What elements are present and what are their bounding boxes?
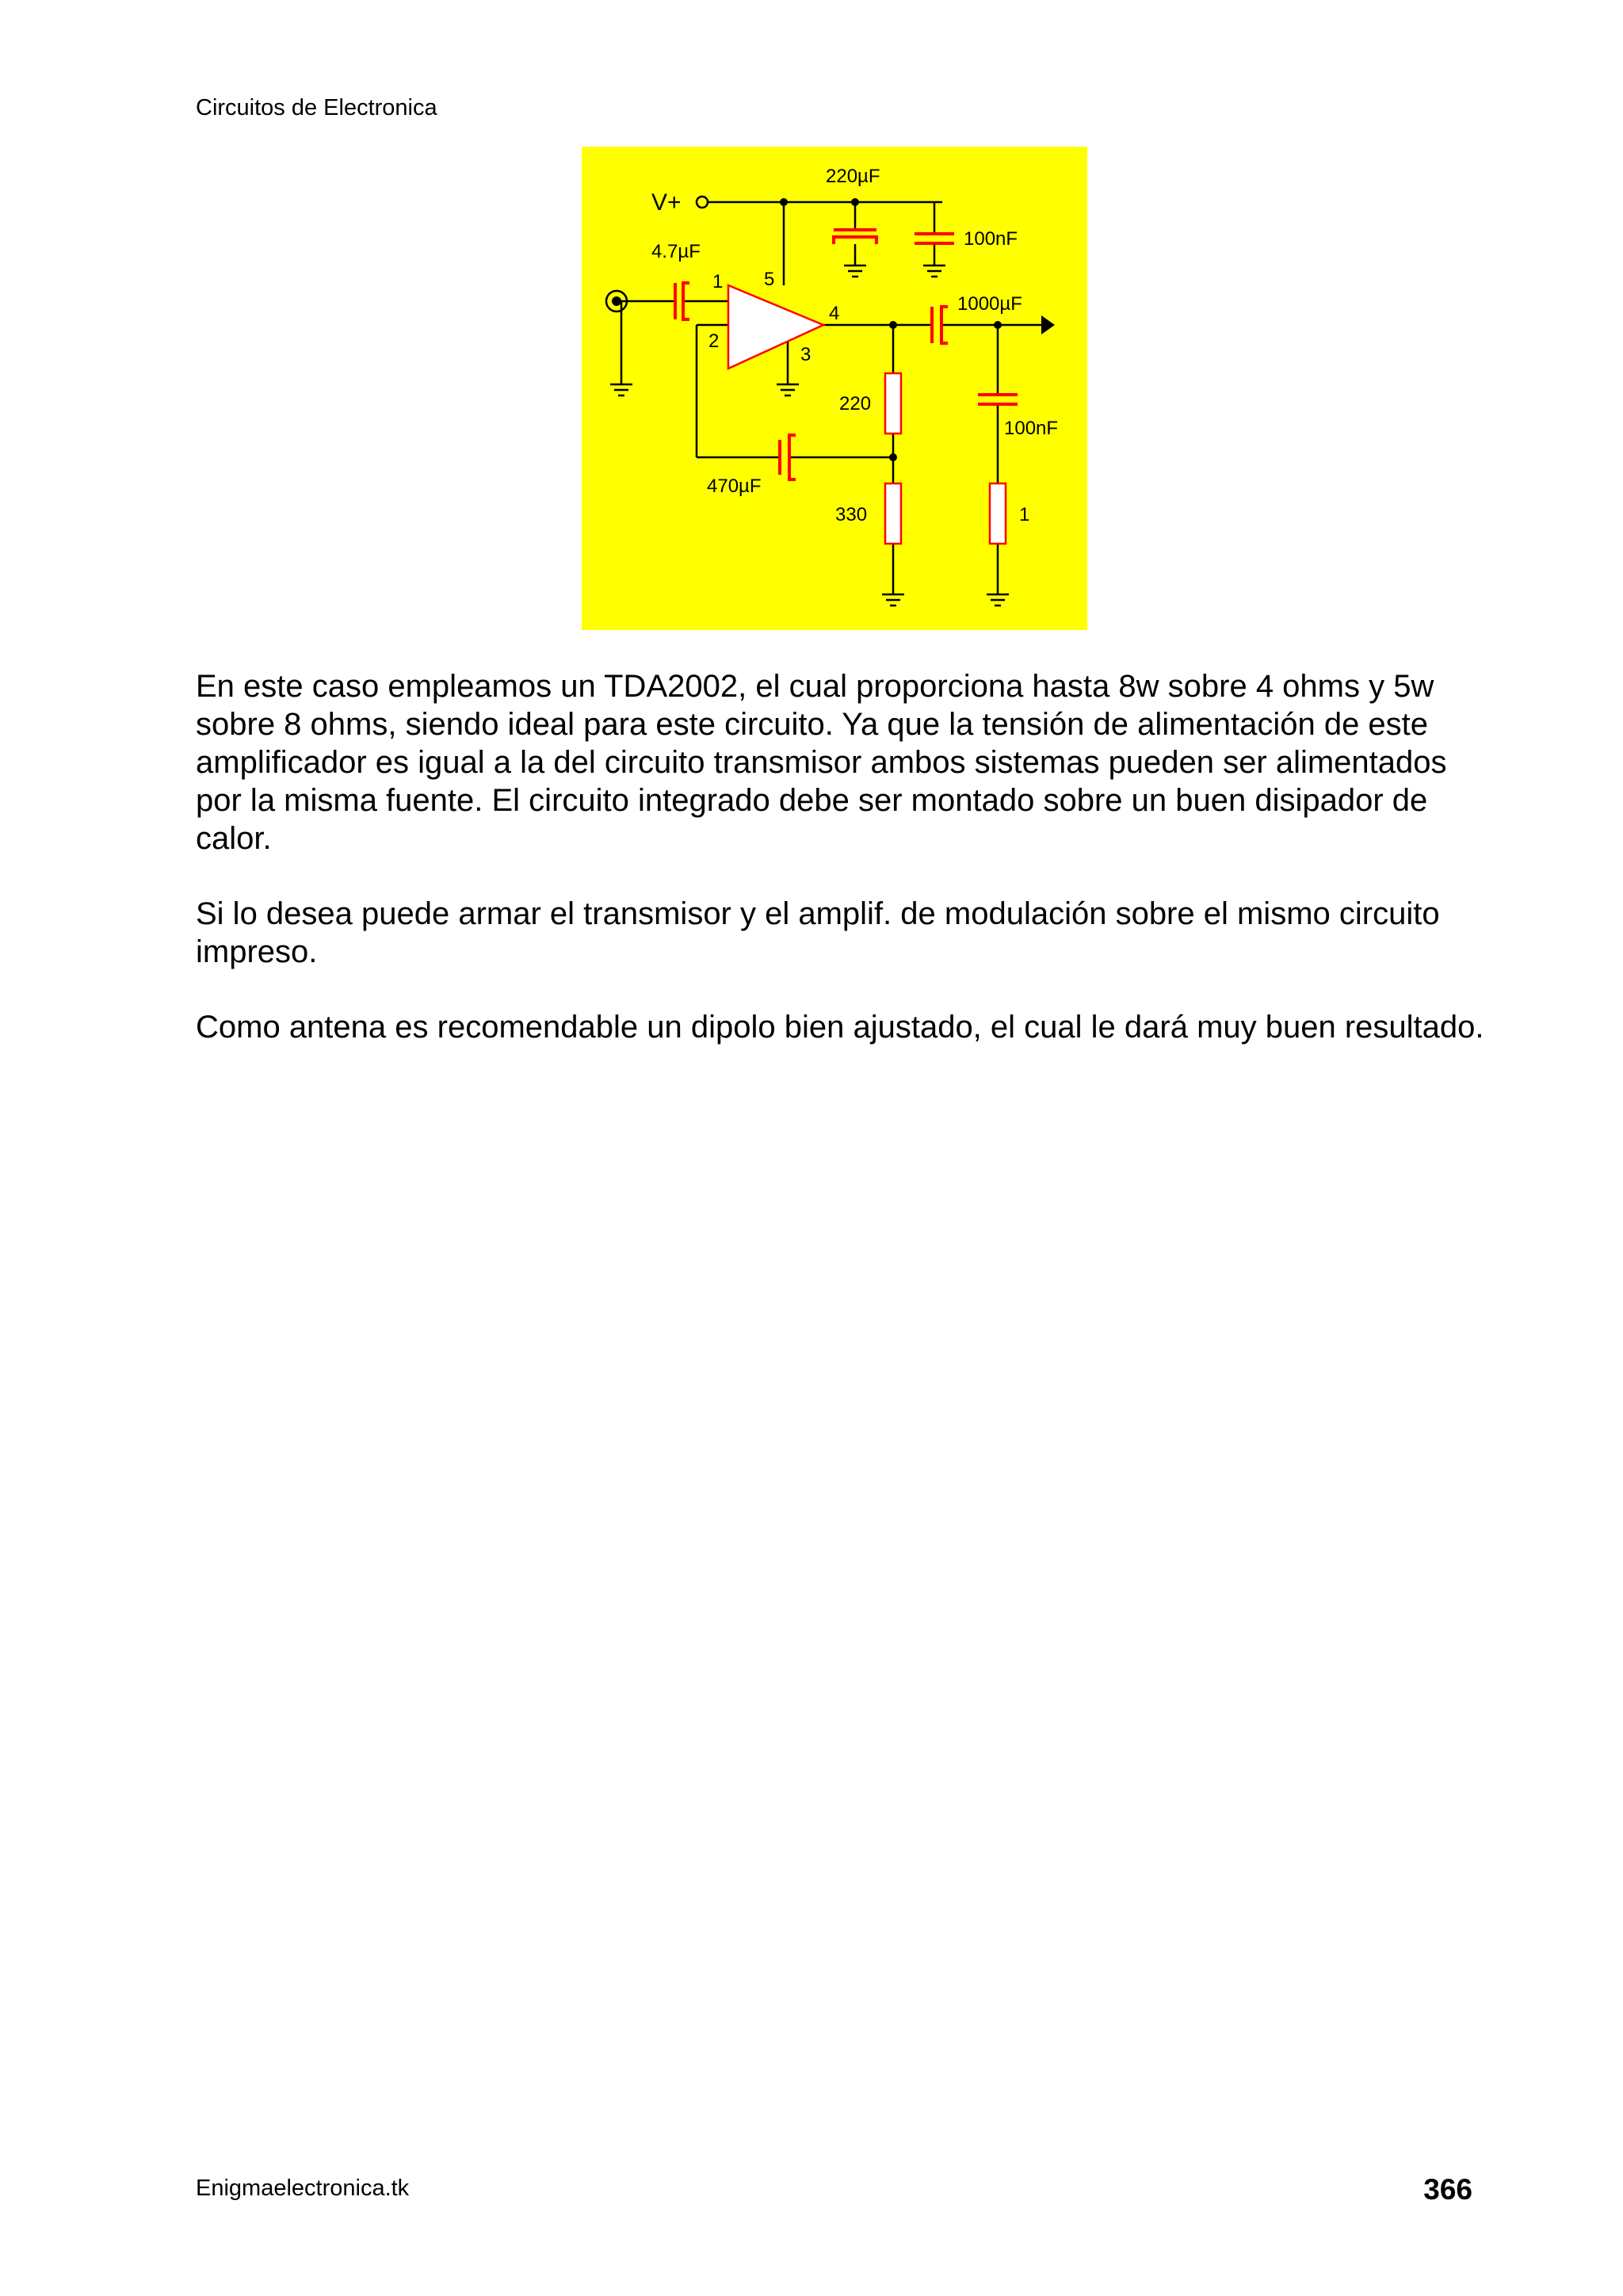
label-pin3: 3 — [800, 344, 812, 365]
vplus-label: V+ — [651, 189, 682, 216]
label-r-zobel: 1 — [1019, 504, 1030, 525]
schematic-background — [582, 147, 1087, 630]
label-c-supply: 220µF — [826, 166, 880, 187]
paragraph-1: En este caso empleamos un TDA2002, el cual proporciona hasta 8w sobre 4 ohms y 5w sobre 8 ohms, siendo ideal para este circuito. Ya que la tensión de alimentación de este amplificador es igual a la del circuito transmisor ambos sistemas pueden ser alimentados por la misma fuente. El circuito integrado debe ser montado sobre un buen disipador de calor. — [196, 669, 1447, 856]
label-c-input: 4.7µF — [651, 241, 701, 262]
page-header: Circuitos de Electronica — [196, 95, 437, 120]
footer-site: Enigmaelectronica.tk — [196, 2176, 410, 2201]
body-text — [196, 667, 1495, 1083]
label-pin2: 2 — [708, 330, 720, 352]
label-c-bypass: 100nF — [964, 228, 1018, 250]
label-c-output: 1000µF — [957, 293, 1022, 315]
resistor-220-icon — [885, 373, 901, 434]
label-pin1: 1 — [712, 271, 724, 292]
page-number: 366 — [1423, 2173, 1472, 2206]
label-pin5: 5 — [764, 269, 775, 290]
label-c-zobel: 100nF — [1004, 418, 1059, 439]
label-c-feedback: 470µF — [707, 476, 762, 497]
resistor-330-icon — [885, 483, 901, 544]
label-r-feedback: 220 — [839, 393, 872, 415]
paragraph-3: Como antena es recomendable un dipolo bien ajustado, el cual le dará muy buen resultado. — [196, 1010, 1484, 1045]
schematic-svg — [582, 147, 1087, 630]
label-r-lower: 330 — [835, 504, 868, 525]
amplifier-schematic — [582, 147, 1087, 630]
paragraph-2: Si lo desea puede armar el transmisor y el amplif. de modulación sobre el mismo circuito impreso. — [196, 896, 1440, 969]
resistor-1-icon — [990, 483, 1006, 544]
label-pin4: 4 — [829, 303, 840, 324]
